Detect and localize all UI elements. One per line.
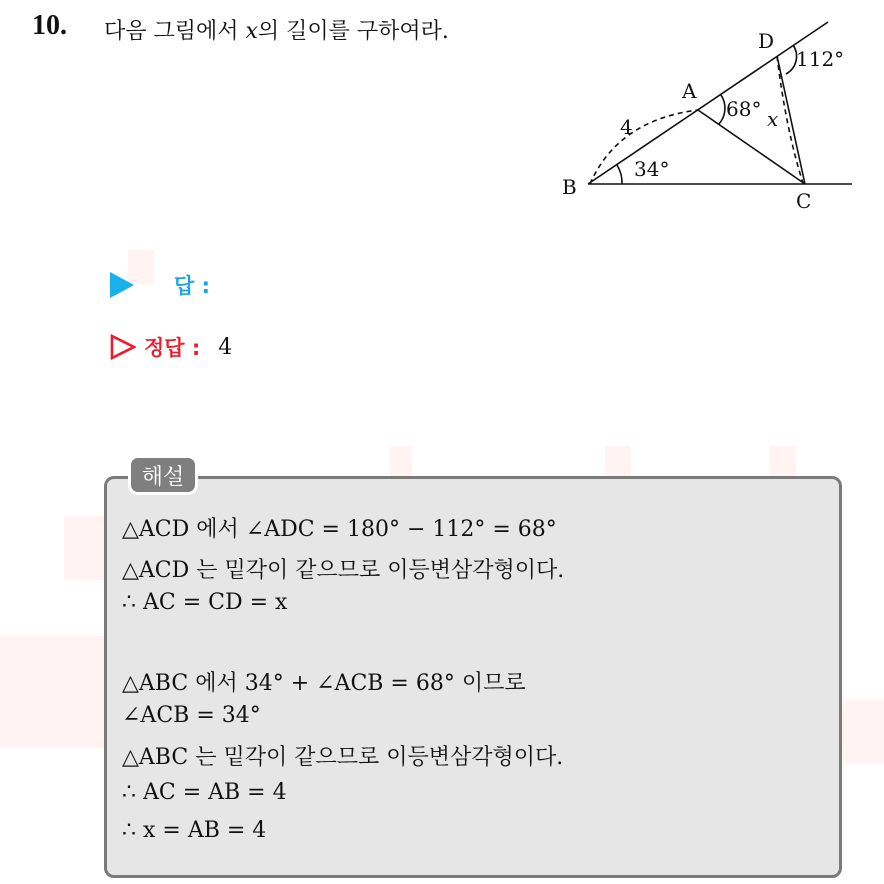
question-variable: x xyxy=(245,19,258,44)
label-segment-x: x xyxy=(767,107,779,131)
segment-ac xyxy=(698,110,805,184)
question-number: 10. xyxy=(32,10,67,41)
label-angle-d: 112° xyxy=(796,47,845,71)
background-tint xyxy=(770,446,796,476)
background-tint xyxy=(605,446,631,476)
ray-bd xyxy=(588,22,828,184)
background-tint xyxy=(64,516,104,580)
correct-answer-label: 정답 : xyxy=(144,336,201,360)
solution-line: ∴ AC = CD = x xyxy=(122,590,288,615)
question-text-before: 다음 그림에서 xyxy=(104,19,246,44)
label-d: D xyxy=(758,29,775,53)
outline-triangle-icon xyxy=(110,334,136,360)
solution-tag: 해설 xyxy=(128,455,198,495)
solution-line: ∴ x = AB = 4 xyxy=(122,818,267,843)
solution-line: △ABC 에서 34° + ∠ACB = 68° 이므로 xyxy=(122,671,526,696)
answer-row xyxy=(110,270,210,300)
label-angle-b: 34° xyxy=(634,157,670,181)
solution-line: △ACD 에서 ∠ADC = 180° − 112° = 68° xyxy=(122,517,557,542)
play-triangle-icon xyxy=(110,272,134,298)
geometry-figure xyxy=(556,14,856,214)
solution-line: ∠ACB = 34° xyxy=(122,703,261,728)
answer-label: 답 : xyxy=(174,274,210,298)
label-a: A xyxy=(682,79,697,103)
question-text-after: 의 길이를 구하여라. xyxy=(257,19,449,44)
question-text xyxy=(104,14,449,45)
background-tint xyxy=(390,446,412,476)
label-angle-a: 68° xyxy=(726,97,762,121)
segment-dc xyxy=(777,56,805,184)
angle-arc-a xyxy=(719,95,725,124)
label-c: C xyxy=(796,189,812,213)
label-length-ba: 4 xyxy=(620,115,633,139)
solution-line: △ABC 는 밑각이 같으므로 이등변삼각형이다. xyxy=(122,745,564,770)
label-b: B xyxy=(562,175,577,199)
background-tint xyxy=(842,700,884,764)
correct-answer-row xyxy=(110,332,232,362)
angle-arc-b xyxy=(617,165,622,184)
background-tint xyxy=(0,636,104,748)
solution-line: ∴ AC = AB = 4 xyxy=(122,780,287,805)
correct-answer-value: 4 xyxy=(218,334,233,360)
solution-line: △ACD 는 밑각이 같으므로 이등변삼각형이다. xyxy=(122,558,565,583)
